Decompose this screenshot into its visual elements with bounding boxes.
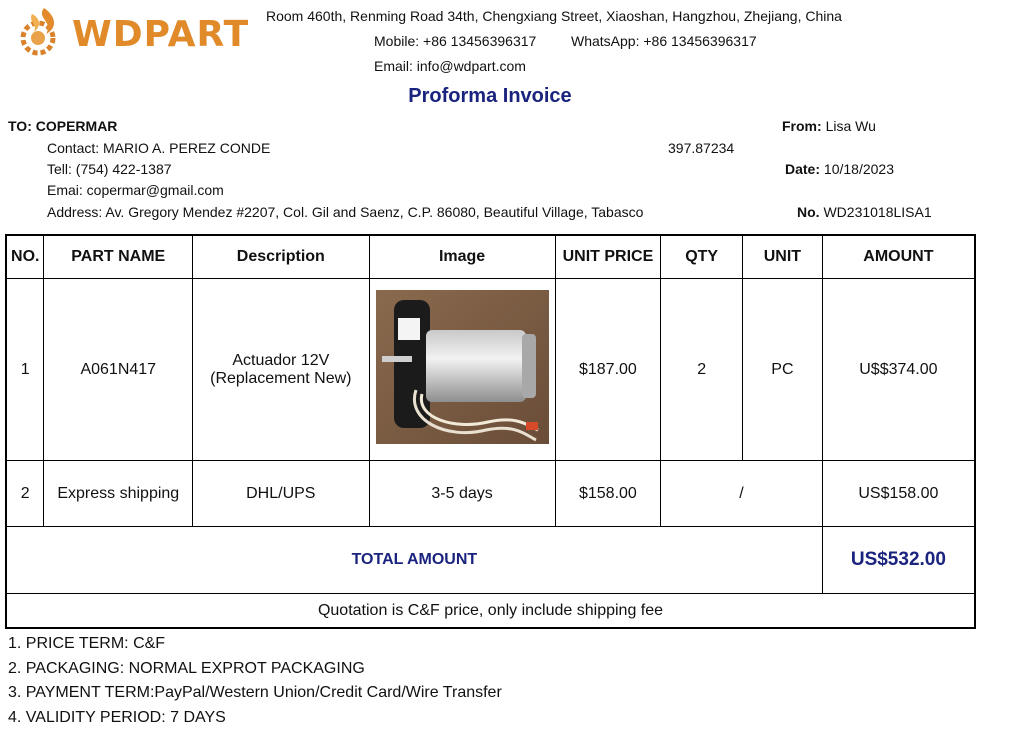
to-line <box>8 118 117 134</box>
row-description: DHL/UPS <box>193 461 370 527</box>
header-amount: AMOUNT <box>822 235 975 279</box>
table-row <box>6 279 975 461</box>
row-description <box>193 279 370 461</box>
table-row <box>6 461 975 527</box>
header-qty: QTY <box>661 235 743 279</box>
date-line <box>785 161 894 177</box>
row-part: A061N417 <box>44 279 193 461</box>
row-unit: PC <box>743 279 823 461</box>
note-row <box>6 594 975 629</box>
company-address: Room 460th, Renming Road 34th, Chengxiang Street, Xiaoshan, Hangzhou, Zhejiang, China <box>266 8 842 24</box>
row-part: Express shipping <box>44 461 193 527</box>
term-item: 2. PACKAGING: NORMAL EXPROT PACKAGING <box>8 659 365 677</box>
term-item: 3. PAYMENT TERM:PayPal/Western Union/Credit Card/Wire Transfer <box>8 684 502 702</box>
row-delivery-time: 3-5 days <box>369 461 555 527</box>
row-description-line2: (Replacement New) <box>210 369 352 387</box>
number-value: WD231018LISA1 <box>823 204 932 220</box>
table-header-row <box>6 235 975 279</box>
to-address: Address: Av. Gregory Mendez #2207, Col. Gil and Saenz, C.P. 86080, Beautiful Village, Tabasco <box>47 204 644 220</box>
from-value: Lisa Wu <box>825 118 876 134</box>
total-label: TOTAL AMOUNT <box>6 527 822 594</box>
to-tel: Tell: (754) 422-1387 <box>47 161 172 177</box>
to-email: Emai: copermar@gmail.com <box>47 182 224 198</box>
row-description-line1: Actuador 12V <box>232 351 330 369</box>
number-label: No. <box>797 204 820 220</box>
flame-gear-icon <box>14 4 70 60</box>
from-line <box>782 118 876 134</box>
to-contact: Contact: MARIO A. PEREZ CONDE <box>47 140 271 156</box>
row-no: 2 <box>6 461 44 527</box>
header-image: Image <box>369 235 555 279</box>
to-name: COPERMAR <box>35 118 118 134</box>
total-row <box>6 527 975 594</box>
header-part-name: PART NAME <box>44 235 193 279</box>
company-mobile: Mobile: +86 13456396317 <box>374 33 537 49</box>
actuator-photo <box>376 290 549 444</box>
header-unit: UNIT <box>743 235 823 279</box>
row-amount: US$158.00 <box>822 461 975 527</box>
number-line <box>797 204 932 220</box>
date-value: 10/18/2023 <box>823 161 894 177</box>
header-unit-price: UNIT PRICE <box>555 235 661 279</box>
total-value: US$532.00 <box>822 527 975 594</box>
term-item: 1. PRICE TERM: C&F <box>8 635 166 652</box>
term-item: 4. VALIDITY PERIOD: 7 DAYS <box>8 708 226 726</box>
invoice-table <box>5 234 976 629</box>
company-logo <box>14 4 259 62</box>
row-qty: 2 <box>661 279 743 461</box>
to-label: TO: <box>8 118 32 134</box>
row-no: 1 <box>6 279 44 461</box>
row-image <box>369 279 555 461</box>
document-title: Proforma Invoice <box>408 85 572 107</box>
row-amount: U$$374.00 <box>822 279 975 461</box>
header-no: NO. <box>6 235 44 279</box>
header-description: Description <box>193 235 370 279</box>
company-whatsapp: WhatsApp: +86 13456396317 <box>571 33 757 49</box>
from-label: From: <box>782 118 822 134</box>
quotation-note: Quotation is C&F price, only include shipping fee <box>6 594 975 629</box>
date-label: Date: <box>785 161 821 177</box>
row-unit-price: $158.00 <box>555 461 661 527</box>
company-name: WDPART <box>72 14 250 55</box>
terms-list <box>8 632 502 730</box>
to-code: 397.87234 <box>668 140 735 156</box>
row-qty-unit: / <box>661 461 822 527</box>
row-unit-price: $187.00 <box>555 279 661 461</box>
company-email: Email: info@wdpart.com <box>374 58 526 74</box>
